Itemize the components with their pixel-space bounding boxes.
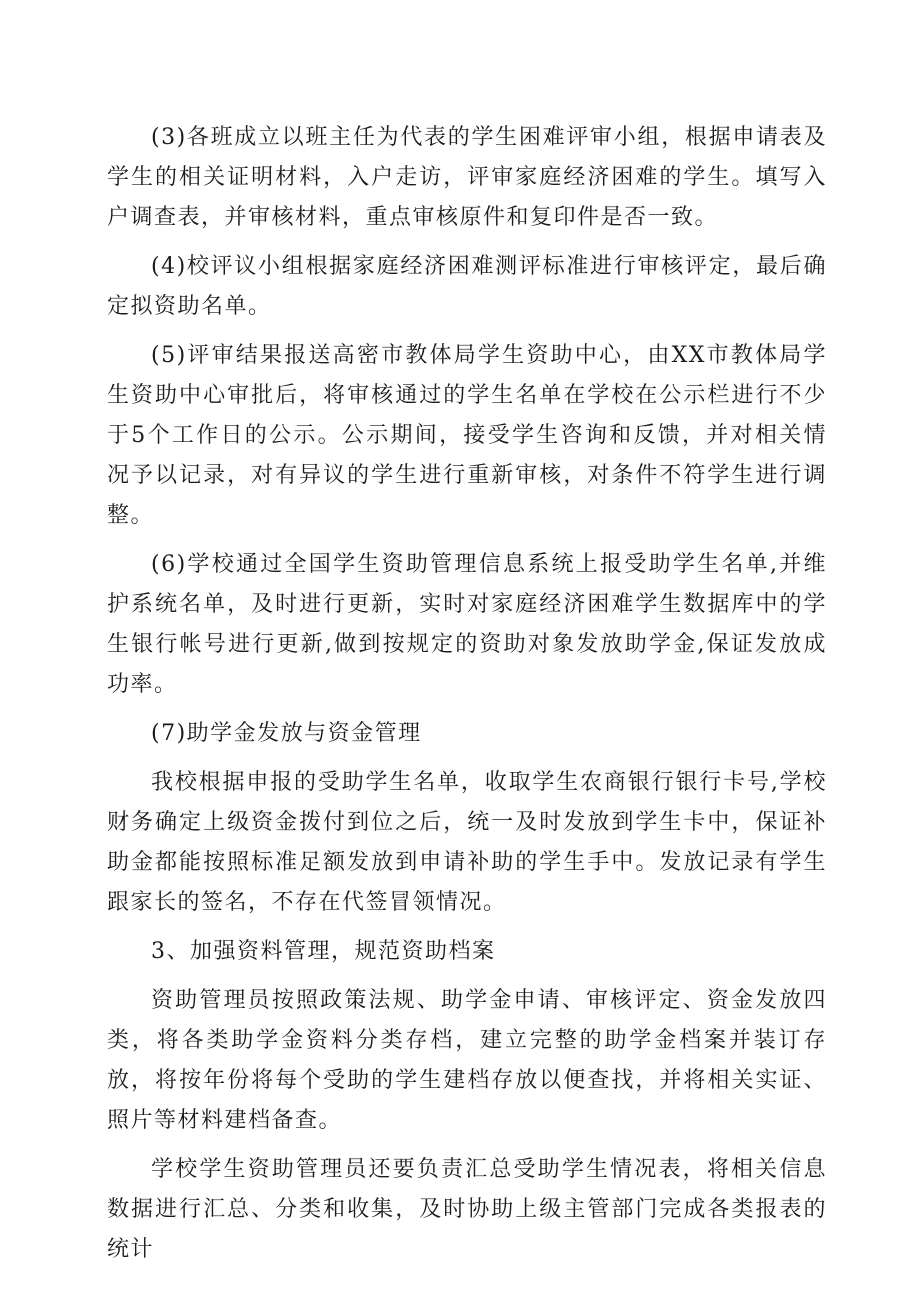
paragraph-funding-distribution: 我校根据申报的受助学生名单，收取学生农商银行银行卡号,学校财务确定上级资金拨付到位之后，统一及时发放到学生卡中，保证补助金都能按照标准足额发放到申请补助的学生手中。发放记录有学生跟家长的签名，不存在代签冒领情况。 (107, 770, 827, 915)
paragraph-item-4: (4)校评议小组根据家庭经济困难测评标准进行审核评定，最后确定拟资助名单。 (107, 254, 827, 319)
document-body (107, 118, 827, 1279)
paragraph-archive-management: 资助管理员按照政策法规、助学金申请、审核评定、资金发放四类，将各类助学金资料分类存档，建立完整的助学金档案并装订存放，将按年份将每个受助的学生建档存放以便查找，并将相关实证、照片等材料建档备查。 (107, 988, 827, 1133)
paragraph-item-6: (6)学校通过全国学生资助管理信息系统上报受助学生名单,并维护系统名单，及时进行更新，实时对家庭经济困难学生数据库中的学生银行帐号进行更新,做到按规定的资助对象发放助学金,保证发放成功率。 (107, 552, 827, 697)
paragraph-report-statistics: 学校学生资助管理员还要负责汇总受助学生情况表，将相关信息数据进行汇总、分类和收集，及时协助上级主管部门完成各类报表的统计 (107, 1157, 827, 1262)
paragraph-item-3: (3)各班成立以班主任为代表的学生困难评审小组，根据申请表及学生的相关证明材料，入户走访，评审家庭经济困难的学生。填写入户调查表，并审核材料，重点审核原件和复印件是否一致。 (107, 125, 827, 230)
paragraph-item-7-heading: (7)助学金发放与资金管理 (151, 721, 422, 746)
paragraph-item-5: (5)评审结果报送高密市教体局学生资助中心，由XX市教体局学生资助中心审批后，将审核通过的学生名单在学校在公示栏进行不少于5个工作日的公示。公示期间，接受学生咨询和反馈，并对相关情况予以记录，对有异议的学生进行重新审核，对条件不符学生进行调整。 (107, 343, 827, 528)
section-heading-archive: 3、加强资料管理，规范资助档案 (151, 939, 496, 964)
